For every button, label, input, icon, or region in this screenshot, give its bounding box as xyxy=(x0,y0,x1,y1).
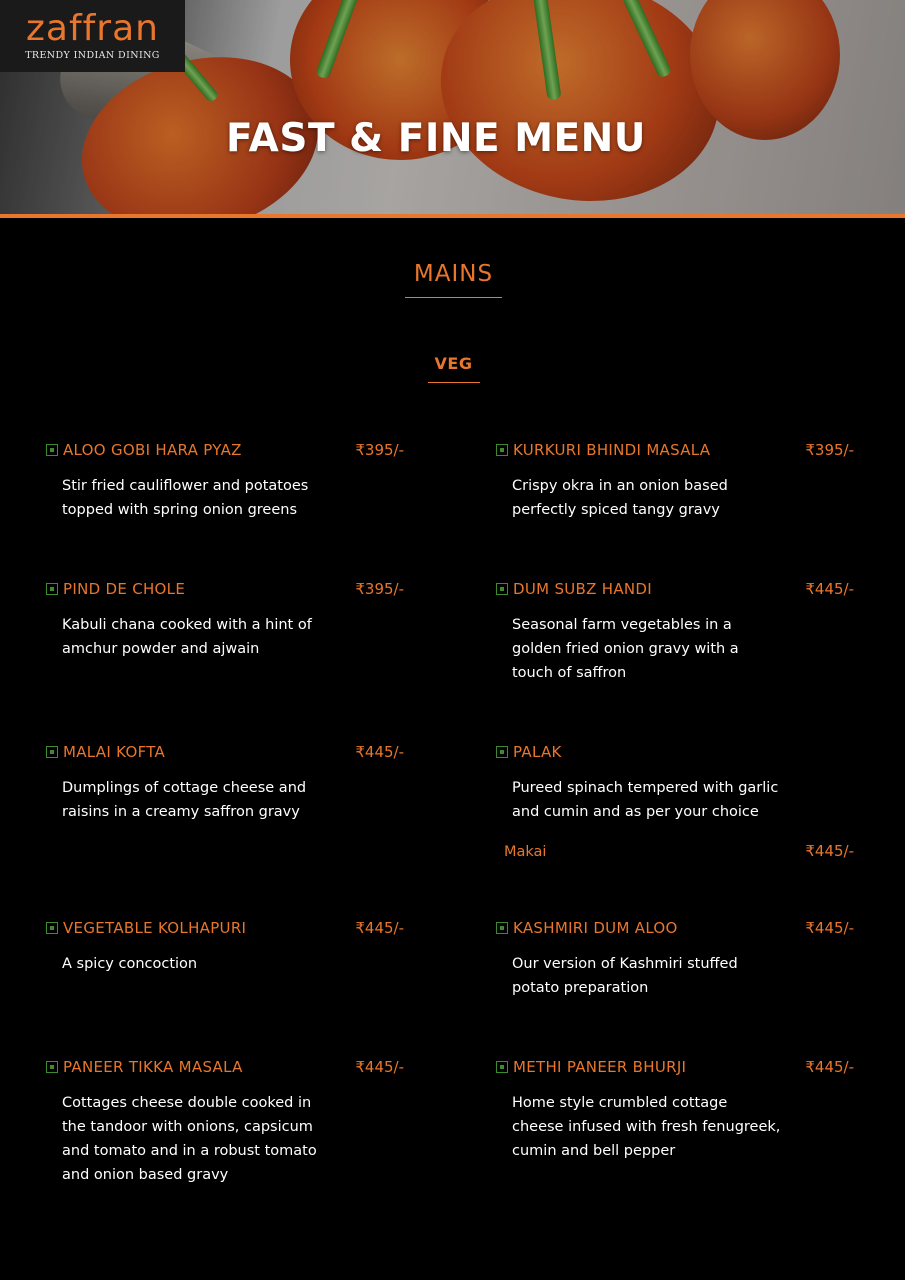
item-price: ₹445/- xyxy=(805,919,854,937)
item-price: ₹445/- xyxy=(355,919,404,937)
veg-icon xyxy=(46,746,58,758)
veg-icon xyxy=(496,583,508,595)
hero-border xyxy=(0,214,905,218)
item-name: PIND DE CHOLE xyxy=(63,580,186,598)
item-description: Seasonal farm vegetables in a golden fried onion gravy with a touch of saffron xyxy=(512,617,739,681)
brand-name: zaffran xyxy=(26,8,159,49)
veg-icon xyxy=(46,922,58,934)
item-description: Kabuli chana cooked with a hint of amchur powder and ajwain xyxy=(62,617,312,657)
item-description: Home style crumbled cottage cheese infused with fresh fenugreek, cumin and bell pepper xyxy=(512,1095,781,1159)
veg-icon xyxy=(46,1061,58,1073)
item-name: PANEER TIKKA MASALA xyxy=(63,1058,243,1076)
item-price: ₹445/- xyxy=(355,743,404,761)
item-name: MALAI KOFTA xyxy=(63,743,166,761)
item-name: ALOO GOBI HARA PYAZ xyxy=(63,441,242,459)
item-description: Cottages cheese double cooked in the tandoor with onions, capsicum and tomato and in a robust tomato and onion based gravy xyxy=(62,1095,317,1183)
veg-icon xyxy=(496,746,508,758)
item-name: PALAK xyxy=(513,743,562,761)
item-price: ₹395/- xyxy=(355,441,404,459)
variant-label: Makai xyxy=(504,844,547,860)
item-description: A spicy concoction xyxy=(62,956,198,972)
veg-icon xyxy=(496,444,508,456)
item-price: ₹445/- xyxy=(805,1058,854,1076)
item-description: Pureed spinach tempered with garlic and cumin and as per your choice xyxy=(512,780,779,820)
veg-icon xyxy=(496,922,508,934)
page-title: FAST & FINE MENU xyxy=(226,116,646,161)
item-description: Crispy okra in an onion based perfectly spiced tangy gravy xyxy=(512,478,728,518)
veg-icon xyxy=(46,444,58,456)
item-name: KASHMIRI DUM ALOO xyxy=(513,919,678,937)
item-price: ₹395/- xyxy=(805,441,854,459)
subsection-title: VEG xyxy=(434,354,473,373)
subsection-divider xyxy=(428,382,480,383)
item-price: ₹395/- xyxy=(355,580,404,598)
brand-tagline: TRENDY INDIAN DINING xyxy=(25,50,160,61)
item-name: VEGETABLE KOLHAPURI xyxy=(63,919,247,937)
section-title: MAINS xyxy=(413,261,494,287)
item-price: ₹445/- xyxy=(805,580,854,598)
item-name: KURKURI BHINDI MASALA xyxy=(513,441,711,459)
veg-icon xyxy=(496,1061,508,1073)
section-divider xyxy=(405,297,502,298)
item-name: METHI PANEER BHURJI xyxy=(513,1058,687,1076)
item-description: Dumplings of cottage cheese and raisins in a creamy saffron gravy xyxy=(62,780,307,820)
item-description: Stir fried cauliflower and potatoes topped with spring onion greens xyxy=(62,478,309,518)
variant-price: ₹445/- xyxy=(805,842,854,860)
brand-logo[interactable] xyxy=(0,0,185,72)
item-name: DUM SUBZ HANDI xyxy=(513,580,653,598)
item-description: Our version of Kashmiri stuffed potato preparation xyxy=(512,956,738,996)
veg-icon xyxy=(46,583,58,595)
item-price: ₹445/- xyxy=(355,1058,404,1076)
